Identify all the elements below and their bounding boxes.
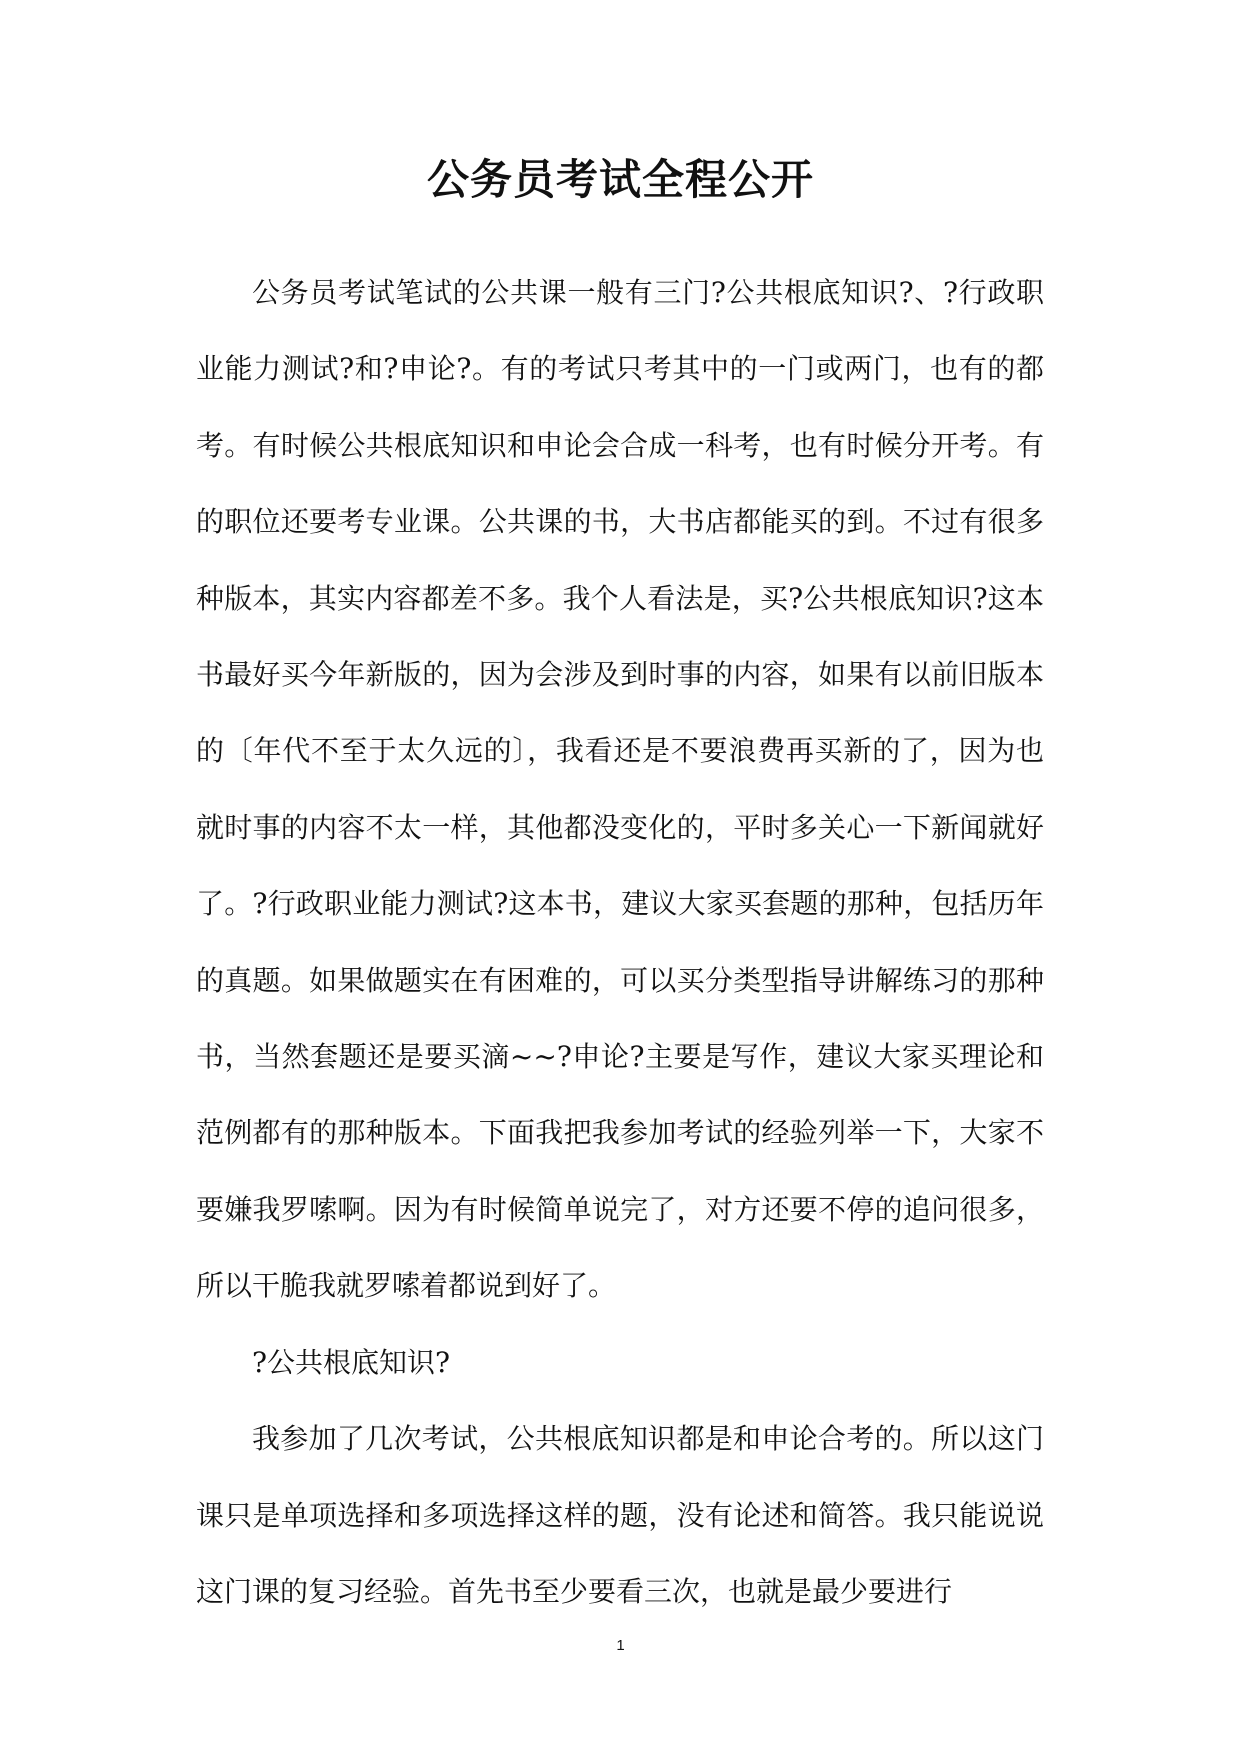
section-heading-public-knowledge: ?公共根底知识? <box>252 1345 451 1379</box>
page-number: 1 <box>616 1637 625 1654</box>
document-title: 公务员考试全程公开 <box>426 155 814 204</box>
paragraph-public-knowledge: 我参加了几次考试，公共根底知识都是和申论合考的。所以这门课只是单项选择和多项选择这样的题，没有论述和简答。我只能说说这门课的复习经验。首先书至少要看三次，也就是最少要进行 <box>196 1422 1044 1608</box>
paragraph-intro: 公务员考试笔试的公共课一般有三门?公共根底知识?、?行政职业能力测试?和?申论?。有的考试只考其中的一门或两门，也有的都考。有时候公共根底知识和申论会合成一科考，也有时候分开考。有的职位还要考专业课。公共课的书，大书店都能买的到。不过有很多种版本，其实内容都差不多。我个人看法是，买?公共根底知识?这本书最好买今年新版的，因为会涉及到时事的内容，如果有以前旧版本的〔年代不至于太久远的〕，我看还是不要浪费再买新的了，因为也就时事的内容不太一样，其他都没变化的，平时多关心一下新闻就好了。?行政职业能力测试?这本书，建议大家买套题的那种，包括历年的真题。如果做题实在有困难的，可以买分类型指导讲解练习的那种书，当然套题还是要买滴~~?申论?主要是写作，建议大家买理论和范例都有的那种版本。下面我把我参加考试的经验列举一下，大家不要嫌我罗嗦啊。因为有时候简单说完了，对方还要不停的追问很多，所以干脆我就罗嗦着都说到好了。 <box>196 276 1044 1303</box>
document-body <box>196 255 1044 1630</box>
